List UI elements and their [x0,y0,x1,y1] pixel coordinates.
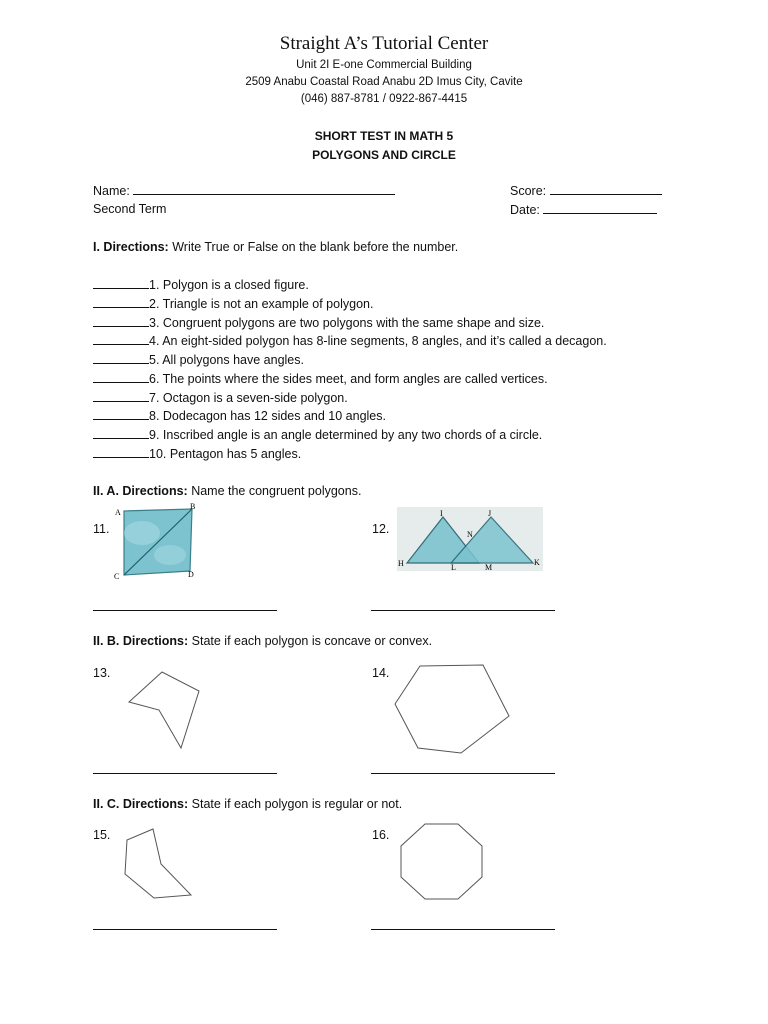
part2c-lead: II. C. Directions: [93,797,189,811]
item-text: 4. An eight-sided polygon has 8-line segments, 8 angles, and it’s called a decagon. [149,334,607,348]
fig11-label-a: A [115,508,121,517]
name-label: Name: [93,184,130,198]
fig11-label-b: B [190,502,196,511]
fig12-label-j: J [488,509,492,518]
fig12-label-k: K [534,558,540,567]
test-title: SHORT TEST IN MATH 5 [314,129,454,143]
item-text: 3. Congruent polygons are two polygons with the same shape and size. [149,316,545,330]
score-label: Score: [510,184,547,198]
item-text: 7. Octagon is a seven-side polygon. [149,391,348,405]
answer-line-15[interactable] [93,929,277,930]
fig12-label-n: N [467,530,473,539]
fig12-label-h: H [398,559,404,568]
part2b-lead: II. B. Directions: [93,634,189,648]
address-line-1: Unit 2I E-one Commercial Building [296,59,472,71]
phone-line: (046) 887-8781 / 0922-867-4415 [300,93,468,105]
part1-text: Write True or False on the blank before the number. [172,240,459,254]
part2b-text: State if each polygon is concave or convex. [191,634,433,648]
part2c-text: State if each polygon is regular or not. [191,797,403,811]
item-text: 1. Polygon is a closed figure. [149,278,309,292]
q16-label: 16. [372,828,390,842]
answer-line-16[interactable] [371,929,555,930]
fig12-label-l: L [451,563,456,572]
q12-label: 12. [372,522,390,536]
item-text: 2. Triangle is not an example of polygon. [149,297,374,311]
q13-label: 13. [93,666,111,680]
item-text: 6. The points where the sides meet, and form angles are called vertices. [149,372,548,386]
item-text: 8. Dodecagon has 12 sides and 10 angles. [149,409,386,423]
center-name: Straight A’s Tutorial Center [279,33,489,54]
fig12-label-m: M [485,563,493,572]
item-text: 10. Pentagon has 5 angles. [149,447,302,461]
item-text: 9. Inscribed angle is an angle determined by any two chords of a circle. [149,428,543,442]
address-line-2: 2509 Anabu Coastal Road Anabu 2D Imus City, Cavite [245,76,523,88]
part1-lead: I. Directions: [93,240,169,254]
fig11-label-d: D [188,570,194,579]
fig12-label-i: I [440,509,443,518]
item-text: 5. All polygons have angles. [149,353,304,367]
part2a-text: Name the congruent polygons. [191,484,362,498]
part2a-lead: II. A. Directions: [93,484,188,498]
fig11-label-c: C [114,572,120,581]
test-subtitle: POLYGONS AND CIRCLE [312,148,456,162]
term-label: Second Term [93,202,167,216]
q14-label: 14. [372,666,390,680]
date-label: Date: [510,203,540,217]
q11-label: 11. [93,522,110,536]
q15-label: 15. [93,828,111,842]
